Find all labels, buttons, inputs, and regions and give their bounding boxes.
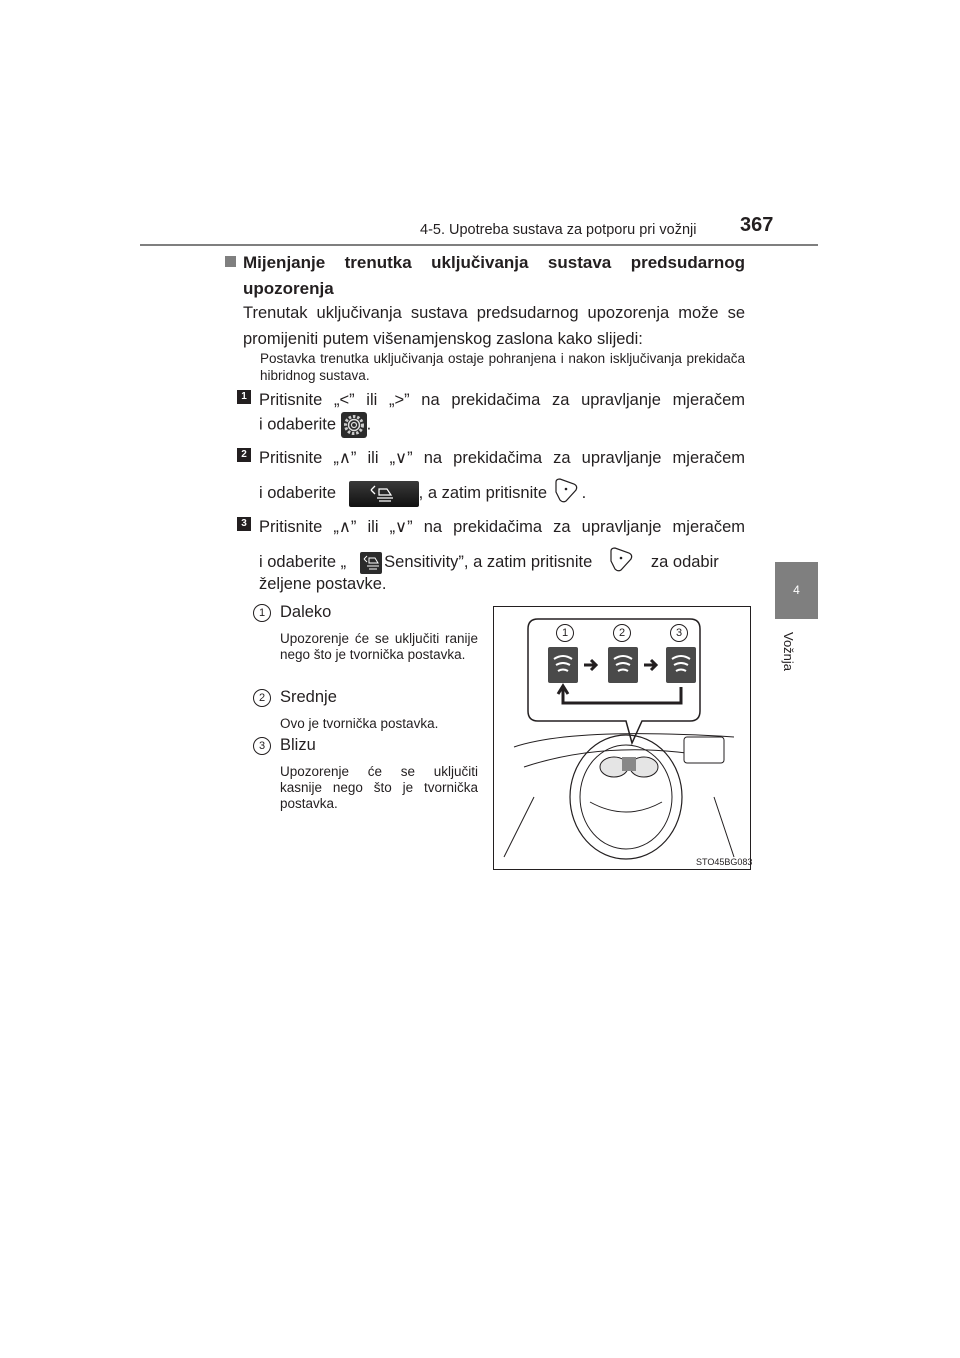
- step-number-2: 2: [237, 448, 251, 462]
- option-desc-middle: Ovo je tvornička postavka.: [280, 716, 439, 731]
- intro-paragraph: Trenutak uključivanja sustava predsudarnog upozorenja može se promijeniti putem višenamjenskog zaslona kako slijedi:: [243, 304, 745, 348]
- header-section-title: 4-5. Upotreba sustava za potporu pri vožnji: [420, 222, 697, 238]
- step-2-text-a: i odaberite: [259, 483, 337, 502]
- option-title-middle: Srednje: [280, 688, 337, 706]
- step-3-text-a: i odaberite „: [259, 552, 347, 571]
- step-2-text-c: .: [581, 483, 587, 502]
- step-1-text-a: i odaberite: [259, 415, 337, 434]
- step-number-3: 3: [237, 517, 251, 531]
- step-2-line-2: [259, 476, 586, 511]
- figure-label-2: 2: [613, 624, 631, 642]
- section-heading: Mijenjanje trenutka uključivanja sustava predsudarnog: [243, 253, 745, 272]
- step-3-text-c: za odabir: [650, 552, 719, 571]
- option-desc-near: Upozorenje će se uključiti kasnije nego što je tvornička postavka.: [280, 764, 478, 811]
- pcs-display-icon: [349, 481, 419, 507]
- step-number-1: 1: [237, 390, 251, 404]
- option-title-far: Daleko: [280, 603, 332, 621]
- dashboard-drawing: [494, 607, 753, 869]
- step-3-line-1: Pritisnite „∧” ili „∨” na prekidačima za upravljanje mjeračem: [259, 518, 745, 536]
- step-2-text-b: , a zatim pritisnite: [418, 483, 548, 502]
- section-bullet-icon: [225, 256, 236, 267]
- figure-label-3: 3: [670, 624, 688, 642]
- option-desc-far: Upozorenje će se uključiti ranije nego što je tvornička postavka.: [280, 631, 478, 662]
- note-paragraph: Postavka trenutka uključivanja ostaje pohranjena i nakon isključivanja prekidača hibridnog sustava.: [260, 351, 745, 383]
- option-title-near: Blizu: [280, 736, 316, 754]
- option-number-1: 1: [253, 604, 271, 622]
- page-number: 367: [740, 214, 774, 236]
- settings-gear-icon: [341, 412, 367, 438]
- chapter-tab: 4: [775, 562, 818, 619]
- step-1-line-1: Pritisnite „<” ili „>” na prekidačima za upravljanje mjeračem: [259, 391, 745, 409]
- step-1-text-b: .: [366, 415, 372, 434]
- option-number-2: 2: [253, 689, 271, 707]
- enter-button-icon: [552, 476, 582, 511]
- step-3-line-3: željene postavke.: [259, 575, 387, 593]
- enter-button-icon: [607, 545, 637, 580]
- header-divider: [140, 244, 818, 246]
- option-number-3: 3: [253, 737, 271, 755]
- section-heading-cont: upozorenja: [243, 279, 334, 298]
- step-2-line-1: Pritisnite „∧” ili „∨” na prekidačima za upravljanje mjeračem: [259, 449, 745, 467]
- sensitivity-illustration: [493, 606, 751, 870]
- chapter-label: Vožnja: [781, 632, 796, 672]
- step-3-text-b: Sensitivity”, a zatim pritisnite: [384, 552, 593, 571]
- figure-label-1: 1: [556, 624, 574, 642]
- step-1-line-2: [259, 412, 371, 438]
- pcs-sensitivity-icon: [360, 552, 382, 574]
- figure-code: STO45BG083: [696, 857, 753, 867]
